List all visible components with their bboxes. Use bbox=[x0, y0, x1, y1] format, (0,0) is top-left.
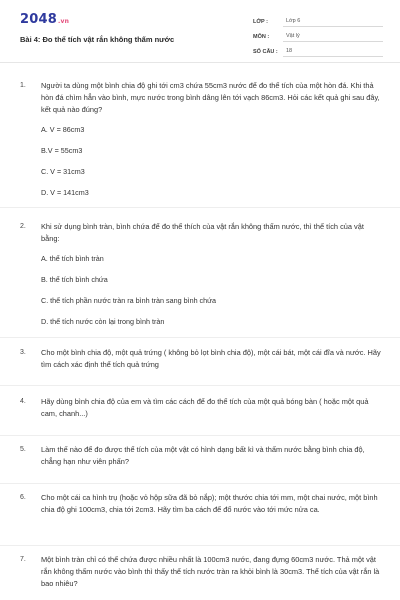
meta-row-subject bbox=[253, 30, 383, 43]
option-a[interactable]: A. V = 86cm3 bbox=[41, 125, 85, 134]
question-text: Làm thế nào để đo được thể tích của một vật có hình dạng bất kì và thấm nước bằng bình chia độ, chẳng hạn như viên phấn? bbox=[41, 445, 365, 466]
question-number: 5. bbox=[20, 446, 26, 453]
question-number: 7. bbox=[20, 556, 26, 563]
question-6 bbox=[20, 492, 382, 516]
question-text: Một bình tràn chỉ có thể chứa được nhiều nhất là 100cm3 nước, đang đựng 60cm3 nước. Thả một vật rắn không thấm nước vào bình thì thấy thể tích nước tràn ra khỏi bình là 30cm3. Thể tích của vật rắn là bao nhiêu? bbox=[41, 555, 380, 588]
question-text: Hãy dùng bình chia độ của em và tìm các cách để đo thể tích của một quả bóng bàn ( hoặc một quả cam, chanh...) bbox=[41, 397, 369, 418]
option-a[interactable]: A. thể tích bình tràn bbox=[41, 254, 104, 263]
question-5 bbox=[20, 444, 382, 468]
question-divider bbox=[0, 337, 400, 338]
question-text: Cho một bình chia độ, một quả trứng ( không bỏ lọt bình chia độ), một cái bát, một cái đĩa và nước. Hãy tìm cách xác định thể tích quả trứng bbox=[41, 348, 381, 369]
option-c[interactable]: C. thể tích phần nước tràn ra bình tràn sang bình chứa bbox=[41, 296, 216, 305]
question-divider bbox=[0, 545, 400, 546]
question-7 bbox=[20, 554, 382, 590]
meta-key-subject: MÔN : bbox=[253, 33, 270, 40]
option-c[interactable]: C. V = 31cm3 bbox=[41, 167, 85, 176]
worksheet-header bbox=[0, 0, 400, 63]
question-divider bbox=[0, 435, 400, 436]
option-d[interactable]: D. thể tích nước còn lại trong bình tràn bbox=[41, 317, 165, 326]
question-number: 3. bbox=[20, 349, 26, 356]
meta-value-subject: Vật lý bbox=[283, 31, 383, 42]
option-b[interactable]: B. thể tích bình chứa bbox=[41, 275, 108, 284]
question-number: 1. bbox=[20, 82, 26, 89]
option-d[interactable]: D. V = 141cm3 bbox=[41, 188, 89, 197]
question-text: Cho một cái ca hình trụ (hoặc vỏ hộp sữa đã bỏ nắp); một thước chia tới mm, một chai nước, một bình chia độ ghi 100cm3, chia tới 2cm3. Hãy tìm ba cách để đổ nước vào tới mức nửa ca. bbox=[41, 493, 378, 514]
question-2 bbox=[20, 221, 382, 327]
meta-value-count: 18 bbox=[283, 46, 383, 57]
meta-row-class bbox=[253, 15, 383, 28]
question-number: 2. bbox=[20, 223, 26, 230]
meta-value-class: Lớp 6 bbox=[283, 16, 383, 27]
question-4 bbox=[20, 396, 382, 420]
question-1 bbox=[20, 80, 382, 198]
worksheet-meta bbox=[253, 15, 383, 60]
question-number: 6. bbox=[20, 494, 26, 501]
lesson-title: Bài 4: Đo thể tích vật rắn không thấm nước bbox=[20, 35, 175, 44]
question-divider bbox=[0, 385, 400, 386]
option-b[interactable]: B.V = 55cm3 bbox=[41, 146, 83, 155]
site-logo[interactable] bbox=[20, 12, 69, 27]
logo-suffix-text: .vn bbox=[57, 18, 70, 25]
meta-key-count: SỐ CÂU : bbox=[253, 48, 278, 55]
logo-main-text: 2048 bbox=[20, 12, 57, 27]
meta-key-class: LỚP : bbox=[253, 18, 268, 25]
question-divider bbox=[0, 207, 400, 208]
meta-row-count bbox=[253, 45, 383, 58]
question-text: Người ta dùng một bình chia độ ghi tới cm3 chứa 55cm3 nước để đo thể tích của một hòn đá. Khi thả hòn đá chìm hẳn vào bình, mực nước trong bình dâng lên tới vạch 86cm3. Hỏi các kết quả ghi sau đây, kết quả nào đúng? bbox=[41, 81, 380, 114]
question-divider bbox=[0, 483, 400, 484]
question-number: 4. bbox=[20, 398, 26, 405]
question-3 bbox=[20, 347, 382, 371]
question-text: Khi sử dụng bình tràn, bình chứa để đo thể thích của vật rắn không thấm nước, thì thể tích của vật bằng: bbox=[41, 222, 364, 243]
